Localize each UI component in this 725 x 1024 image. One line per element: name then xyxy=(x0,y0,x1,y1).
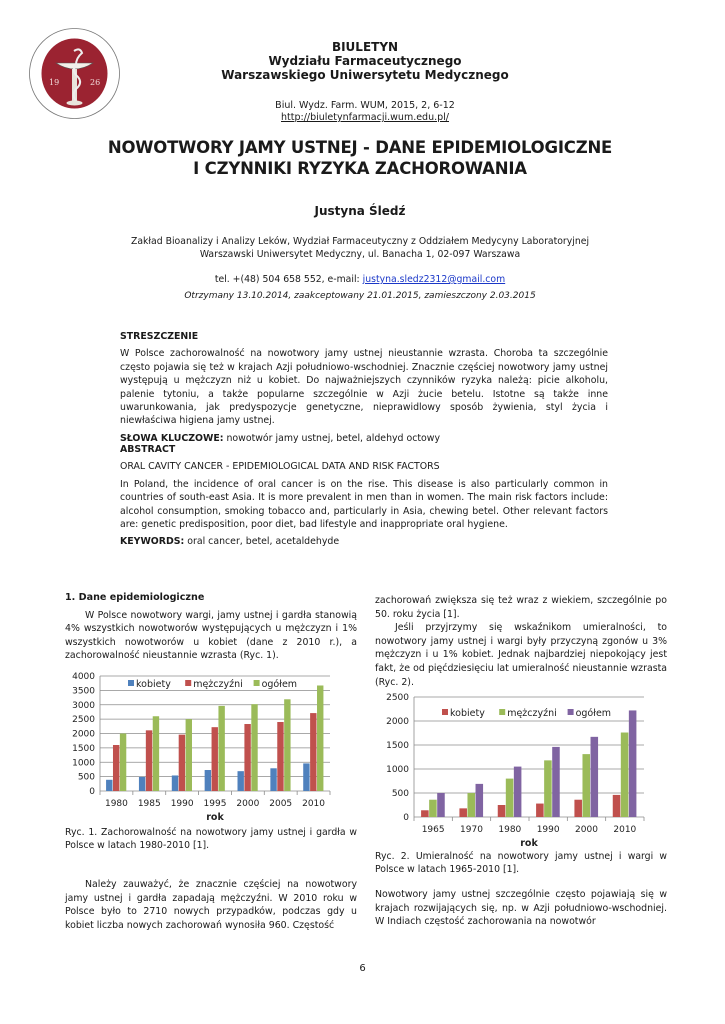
svg-text:2010: 2010 xyxy=(613,825,637,835)
svg-text:1000: 1000 xyxy=(386,765,409,775)
abstract-block xyxy=(120,443,608,553)
svg-text:mężczyźni: mężczyźni xyxy=(193,679,243,690)
author-name: Justyna Śledź xyxy=(314,204,406,218)
title-line-1: NOWOTWORY JAMY USTNEJ - DANE EPIDEMIOLOGICZNE xyxy=(107,138,613,157)
svg-text:0: 0 xyxy=(403,813,409,823)
abstract-keywords xyxy=(120,535,608,548)
figure-1-caption: Ryc. 1. Zachorowalność na nowotwory jamy ustnej i gardła w Polsce w latach 1980-2010 [1]. xyxy=(65,827,357,852)
svg-text:1500: 1500 xyxy=(72,743,95,754)
right-column-top xyxy=(375,594,667,689)
journal-name xyxy=(150,40,580,82)
journal-line-3: Warszawskiego Uniwersytetu Medycznego xyxy=(221,68,509,82)
svg-text:1990: 1990 xyxy=(536,825,560,835)
university-logo xyxy=(28,27,121,120)
affiliation-line-2: Warszawski Uniwersytet Medyczny, ul. Banacha 1, 02-097 Warszawa xyxy=(199,249,521,260)
keywords-pl: nowotwór jamy ustnej, betel, aldehyd octowy xyxy=(223,432,441,444)
faculty-seal-icon xyxy=(28,27,121,120)
article-title xyxy=(100,137,620,179)
svg-text:4000: 4000 xyxy=(72,672,95,682)
svg-text:rok: rok xyxy=(206,812,224,823)
svg-text:1980: 1980 xyxy=(104,799,128,809)
svg-text:1970: 1970 xyxy=(460,825,483,835)
svg-text:1980: 1980 xyxy=(498,825,522,835)
svg-text:2005: 2005 xyxy=(269,799,293,809)
contact-phone: tel. +(48) 504 658 552, e-mail: xyxy=(214,274,363,285)
figure-1-chart xyxy=(62,670,344,828)
left-paragraph-1: W Polsce nowotwory wargi, jamy ustnej i gardła stanowią 4% wszystkich nowotworów występujących u mężczyzn i 1% wszystkich nowotworów u kobiet (dane z 2010 r.), a zachorowalność nieustannie wzrasta (Ryc. 1). xyxy=(65,609,357,662)
svg-text:2500: 2500 xyxy=(72,715,95,726)
svg-text:19: 19 xyxy=(49,78,60,87)
affiliation-line-1: Zakład Bioanalizy i Analizy Leków, Wydział Farmaceutyczny z Oddziałem Medycyny Laboratoryjnej xyxy=(130,236,590,247)
svg-text:3500: 3500 xyxy=(72,686,95,697)
publication-dates: Otrzymany 13.10.2014, zaakceptowany 21.01.2015, zamieszczony 2.03.2015 xyxy=(184,291,536,301)
abstract-heading: ABSTRACT xyxy=(120,444,176,455)
abstract-subtitle: ORAL CAVITY CANCER - EPIDEMIOLOGICAL DATA AND RISK FACTORS xyxy=(120,461,440,473)
right-paragraph-1: zachorowań zwiększa się też wraz z wiekiem, szczególnie po 50. roku życia [1]. xyxy=(375,595,667,620)
right-paragraph-3: Nowotwory jamy ustnej szczególnie często pojawiają się w krajach rozwijających się, np. w Azji południowo-wschodniej. W Indiach częstość zachorowania na nowotwór xyxy=(375,889,667,928)
keywords-label-pl: SŁOWA KLUCZOWE: xyxy=(120,432,224,444)
svg-text:1500: 1500 xyxy=(386,741,409,751)
svg-text:kobiety: kobiety xyxy=(450,708,485,719)
svg-text:26: 26 xyxy=(90,78,101,87)
section-1-heading: 1. Dane epidemiologiczne xyxy=(65,592,205,603)
streszczenie-block xyxy=(120,330,608,449)
svg-text:2010: 2010 xyxy=(302,799,326,809)
left-column-top xyxy=(65,591,357,663)
svg-text:0: 0 xyxy=(89,787,95,797)
journal-line-1: BIULETYN xyxy=(331,40,399,54)
svg-text:500: 500 xyxy=(391,789,409,799)
svg-text:2000: 2000 xyxy=(236,799,260,809)
contact-info xyxy=(100,274,620,285)
svg-text:1990: 1990 xyxy=(170,799,194,809)
right-paragraph-2: Jeśli przyjrzymy się wskaźnikom umieralności, to nowotwory jamy ustnej i wargi były przyczyną zgonów u 3% mężczyzn i u 1% kobiet. Jednak najbardziej niepokojący jest fakt, że od pięćdziesięciu lat umieralność nieustannie wzrasta (Ryc. 2). xyxy=(375,622,667,688)
svg-text:2000: 2000 xyxy=(72,729,95,740)
mortality-bar-chart xyxy=(372,688,664,848)
svg-text:2500: 2500 xyxy=(386,693,409,703)
right-column-bottom xyxy=(375,888,667,929)
journal-line-2: Wydziału Farmaceutycznego xyxy=(268,54,462,68)
left-column-bottom xyxy=(65,878,357,932)
citation: Biul. Wydz. Farm. WUM, 2015, 2, 6-12 xyxy=(275,100,455,111)
figure-2-chart xyxy=(372,688,664,848)
svg-text:1995: 1995 xyxy=(203,799,227,809)
svg-text:3000: 3000 xyxy=(72,700,95,711)
figure-2-caption: Ryc. 2. Umieralność na nowotwory jamy ustnej i wargi w Polsce w latach 1965-2010 [1]. xyxy=(375,851,667,876)
svg-text:ogółem: ogółem xyxy=(261,679,298,690)
abstract-text: In Poland, the incidence of oral cancer is on the rise. This disease is also particularly common in countries of south-east Asia. It is more prevalent in men than in women. The main risk factors include: alcohol consumption, smoking tobacco and, particularly in Asia, chewing betel. Other relevant factors are: genetic predisposition, poor diet, bad lifestyle and inappropriate oral hygiene. xyxy=(120,478,608,531)
left-paragraph-2: Należy zauważyć, że znacznie częściej na nowotwory jamy ustnej i gardła zapadają mężczyźni. W 2010 roku w Polsce było to 2710 nowych przypadków, podczas gdy u kobiet liczba nowych zachorowań wynosiła 960. Częstość xyxy=(65,879,357,931)
incidence-bar-chart xyxy=(62,670,344,828)
svg-text:1985: 1985 xyxy=(137,799,161,809)
citation-block xyxy=(150,100,580,124)
keywords-en: oral cancer, betel, acetaldehyde xyxy=(184,536,340,548)
streszczenie-heading: STRESZCZENIE xyxy=(120,331,199,342)
svg-text:mężczyźni: mężczyźni xyxy=(507,708,557,719)
title-line-2: I CZYNNIKI RYZYKA ZACHOROWANIA xyxy=(193,159,527,178)
svg-text:ogółem: ogółem xyxy=(575,708,612,719)
svg-text:2000: 2000 xyxy=(386,717,409,727)
keywords-label-en: KEYWORDS: xyxy=(120,536,185,548)
svg-text:500: 500 xyxy=(77,772,95,783)
svg-text:1000: 1000 xyxy=(72,758,95,769)
page-number: 6 xyxy=(359,963,366,974)
affiliation xyxy=(100,235,620,261)
streszczenie-text: W Polsce zachorowalność na nowotwory jamy ustnej nieustannie wzrasta. Choroba ta szczególnie często pojawia się też w krajach Azji południowo-wschodniej. Znacznie częściej nowotwory jamy ustnej występują u mężczyzn niż u kobiet. Do najważniejszych czynników ryzyka należą: picie alkoholu, palenie tytoniu, a także popularne szczególnie w Azji żucie betelu. Istotne są także inne uwarunkowania, jak predyspozycje genetyczne, nieprawidlowy sposób żywienia, styl życia i niewłaściwa higiena jamy ustnej. xyxy=(120,348,608,427)
email-link[interactable]: justyna.sledz2312@gmail.com xyxy=(362,274,506,285)
svg-text:2000: 2000 xyxy=(575,825,598,835)
svg-text:1965: 1965 xyxy=(421,825,445,835)
journal-url-link[interactable]: http://biuletynfarmacji.wum.edu.pl/ xyxy=(281,112,449,123)
svg-text:rok: rok xyxy=(520,838,538,848)
svg-text:kobiety: kobiety xyxy=(136,679,171,690)
